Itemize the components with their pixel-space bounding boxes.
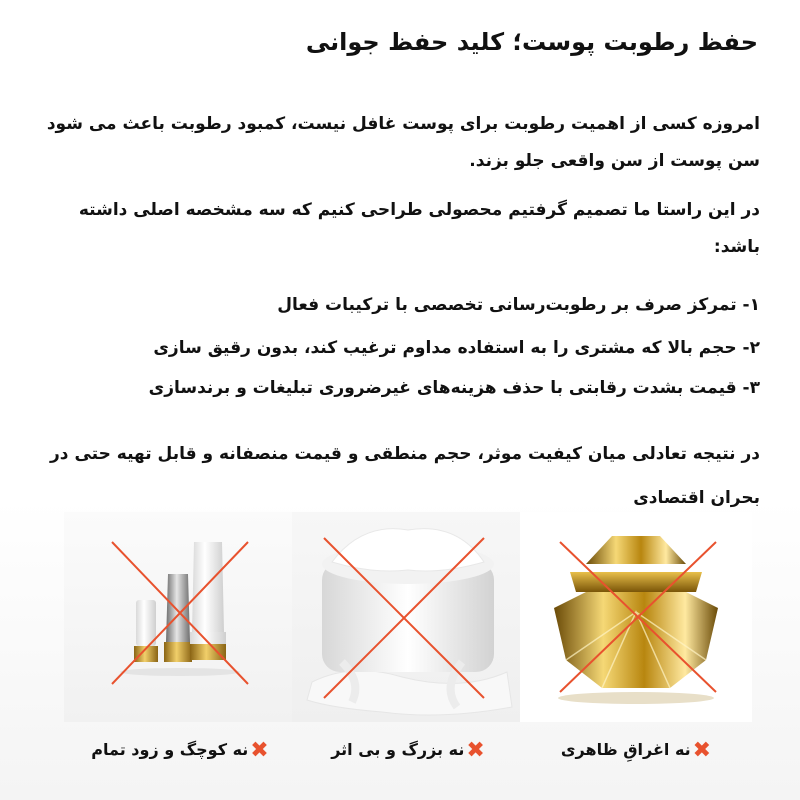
x-icon: ✖ (250, 738, 269, 763)
feature-item-3: ۳- قیمت بشدت رقابتی با حذف هزینه‌های غیرضروری تبلیغات و برندسازی (148, 378, 760, 398)
luxury-jar-image (520, 512, 752, 722)
cross-mark-icon (64, 512, 296, 722)
x-icon: ✖ (466, 738, 485, 763)
intro-paragraph: امروزه کسی از اهمیت رطوبت برای پوست غافل نیست، کمبود رطوبت باعث می شود سن پوست از سن واقعی جلو بزند. (46, 114, 760, 171)
caption-no-small (64, 738, 296, 763)
cross-mark-icon (292, 512, 524, 722)
caption-no-showy (520, 738, 752, 763)
small-tubes-image (64, 512, 296, 722)
feature-item-1: ۱- تمرکز صرف بر رطوبت‌رسانی تخصصی با ترکیبات فعال (277, 295, 760, 315)
page-title: حفظ رطوبت پوست؛ کلید حفظ جوانی (305, 28, 758, 56)
caption-text: نه کوچگ و زود تمام (91, 740, 249, 759)
caption-no-ineffective (292, 738, 524, 763)
x-icon: ✖ (692, 738, 712, 763)
feature-item-2: ۲- حجم بالا که مشتری را به استفاده مداوم ترغیب کند، بدون رقیق سازی (153, 338, 760, 358)
cross-mark-icon (520, 512, 752, 722)
caption-text: نه اغراقِ ظاهری (560, 740, 691, 759)
conclusion-paragraph: در نتیجه تعادلی میان کیفیت موثر، حجم منطقی و قیمت منصفانه و قابل تهیه حتی در بحران اقتصادی (50, 444, 760, 508)
caption-text: نه بزرگ و بی اثر (331, 740, 465, 759)
large-jar-image (292, 512, 524, 722)
feature-list (30, 284, 760, 410)
goal-paragraph: در این راستا ما تصمیم گرفتیم محصولی طراحی کنیم که سه مشخصه اصلی داشته باشد: (78, 200, 760, 257)
